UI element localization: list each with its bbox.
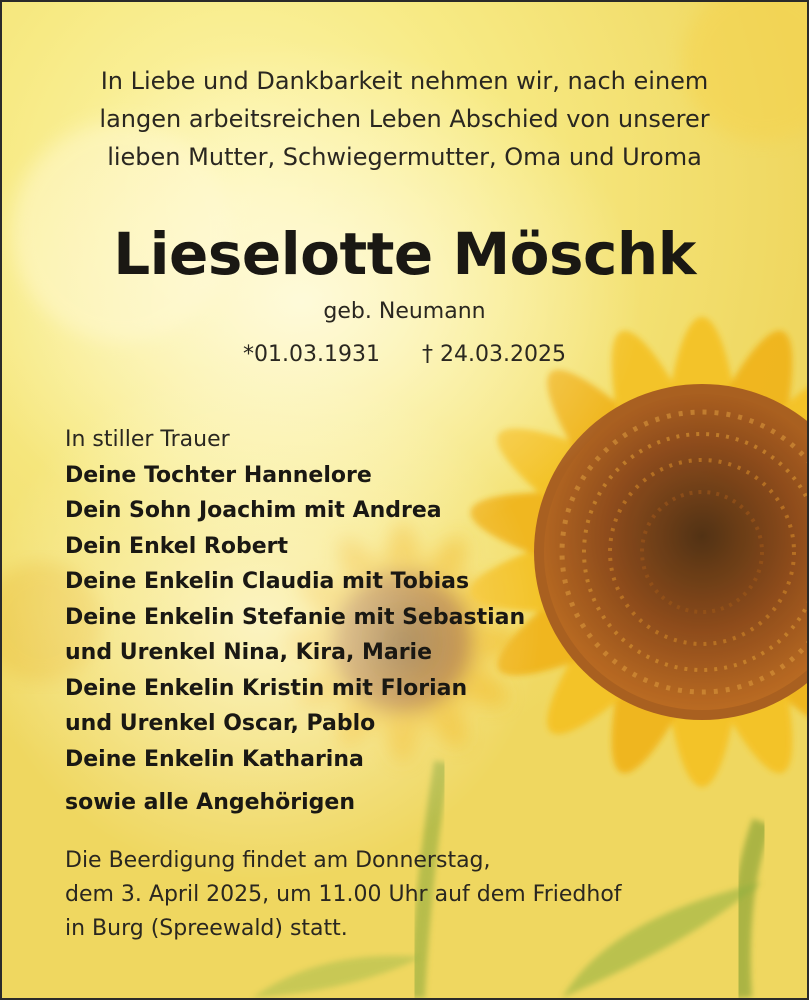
mourner-line: Deine Enkelin Claudia mit Tobias bbox=[65, 569, 470, 594]
mourner-line: Deine Enkelin Katharina bbox=[65, 746, 364, 772]
funeral-info bbox=[65, 844, 785, 946]
intro-text bbox=[42, 62, 767, 176]
funeral-line: dem 3. April 2025, um 11.00 Uhr auf dem Friedhof bbox=[65, 882, 622, 907]
funeral-line: Die Beerdigung findet am Donnerstag, bbox=[65, 848, 491, 873]
intro-line: langen arbeitsreichen Leben Abschied von unserer bbox=[99, 105, 710, 133]
mourner-line: und Urenkel Nina, Kira, Marie bbox=[65, 640, 433, 665]
death-date: † 24.03.2025 bbox=[422, 342, 566, 367]
birth-date: *01.03.1931 bbox=[243, 342, 380, 367]
mourner-line: Deine Enkelin Stefanie mit Sebastian bbox=[65, 604, 526, 630]
intro-line: lieben Mutter, Schwiegermutter, Oma und Uroma bbox=[107, 143, 702, 171]
life-dates bbox=[2, 342, 807, 367]
mourning-lead: In stiller Trauer bbox=[65, 427, 230, 452]
obituary-text bbox=[2, 2, 807, 998]
relatives-line: sowie alle Angehörigen bbox=[65, 790, 356, 815]
deceased-name: Lieselotte Möschk bbox=[113, 220, 696, 288]
birth-name: geb. Neumann bbox=[323, 299, 486, 324]
funeral-line: in Burg (Spreewald) statt. bbox=[65, 916, 348, 941]
intro-line: In Liebe und Dankbarkeit nehmen wir, nach einem bbox=[100, 67, 709, 95]
mourner-line: Deine Tochter Hannelore bbox=[65, 462, 372, 488]
mourner-line: Deine Enkelin Kristin mit Florian bbox=[65, 675, 468, 701]
mourner-line: und Urenkel Oscar, Pablo bbox=[65, 711, 376, 736]
mourners-list bbox=[65, 422, 765, 821]
mourner-line: Dein Enkel Robert bbox=[65, 533, 288, 559]
mourner-line: Dein Sohn Joachim mit Andrea bbox=[65, 498, 442, 523]
